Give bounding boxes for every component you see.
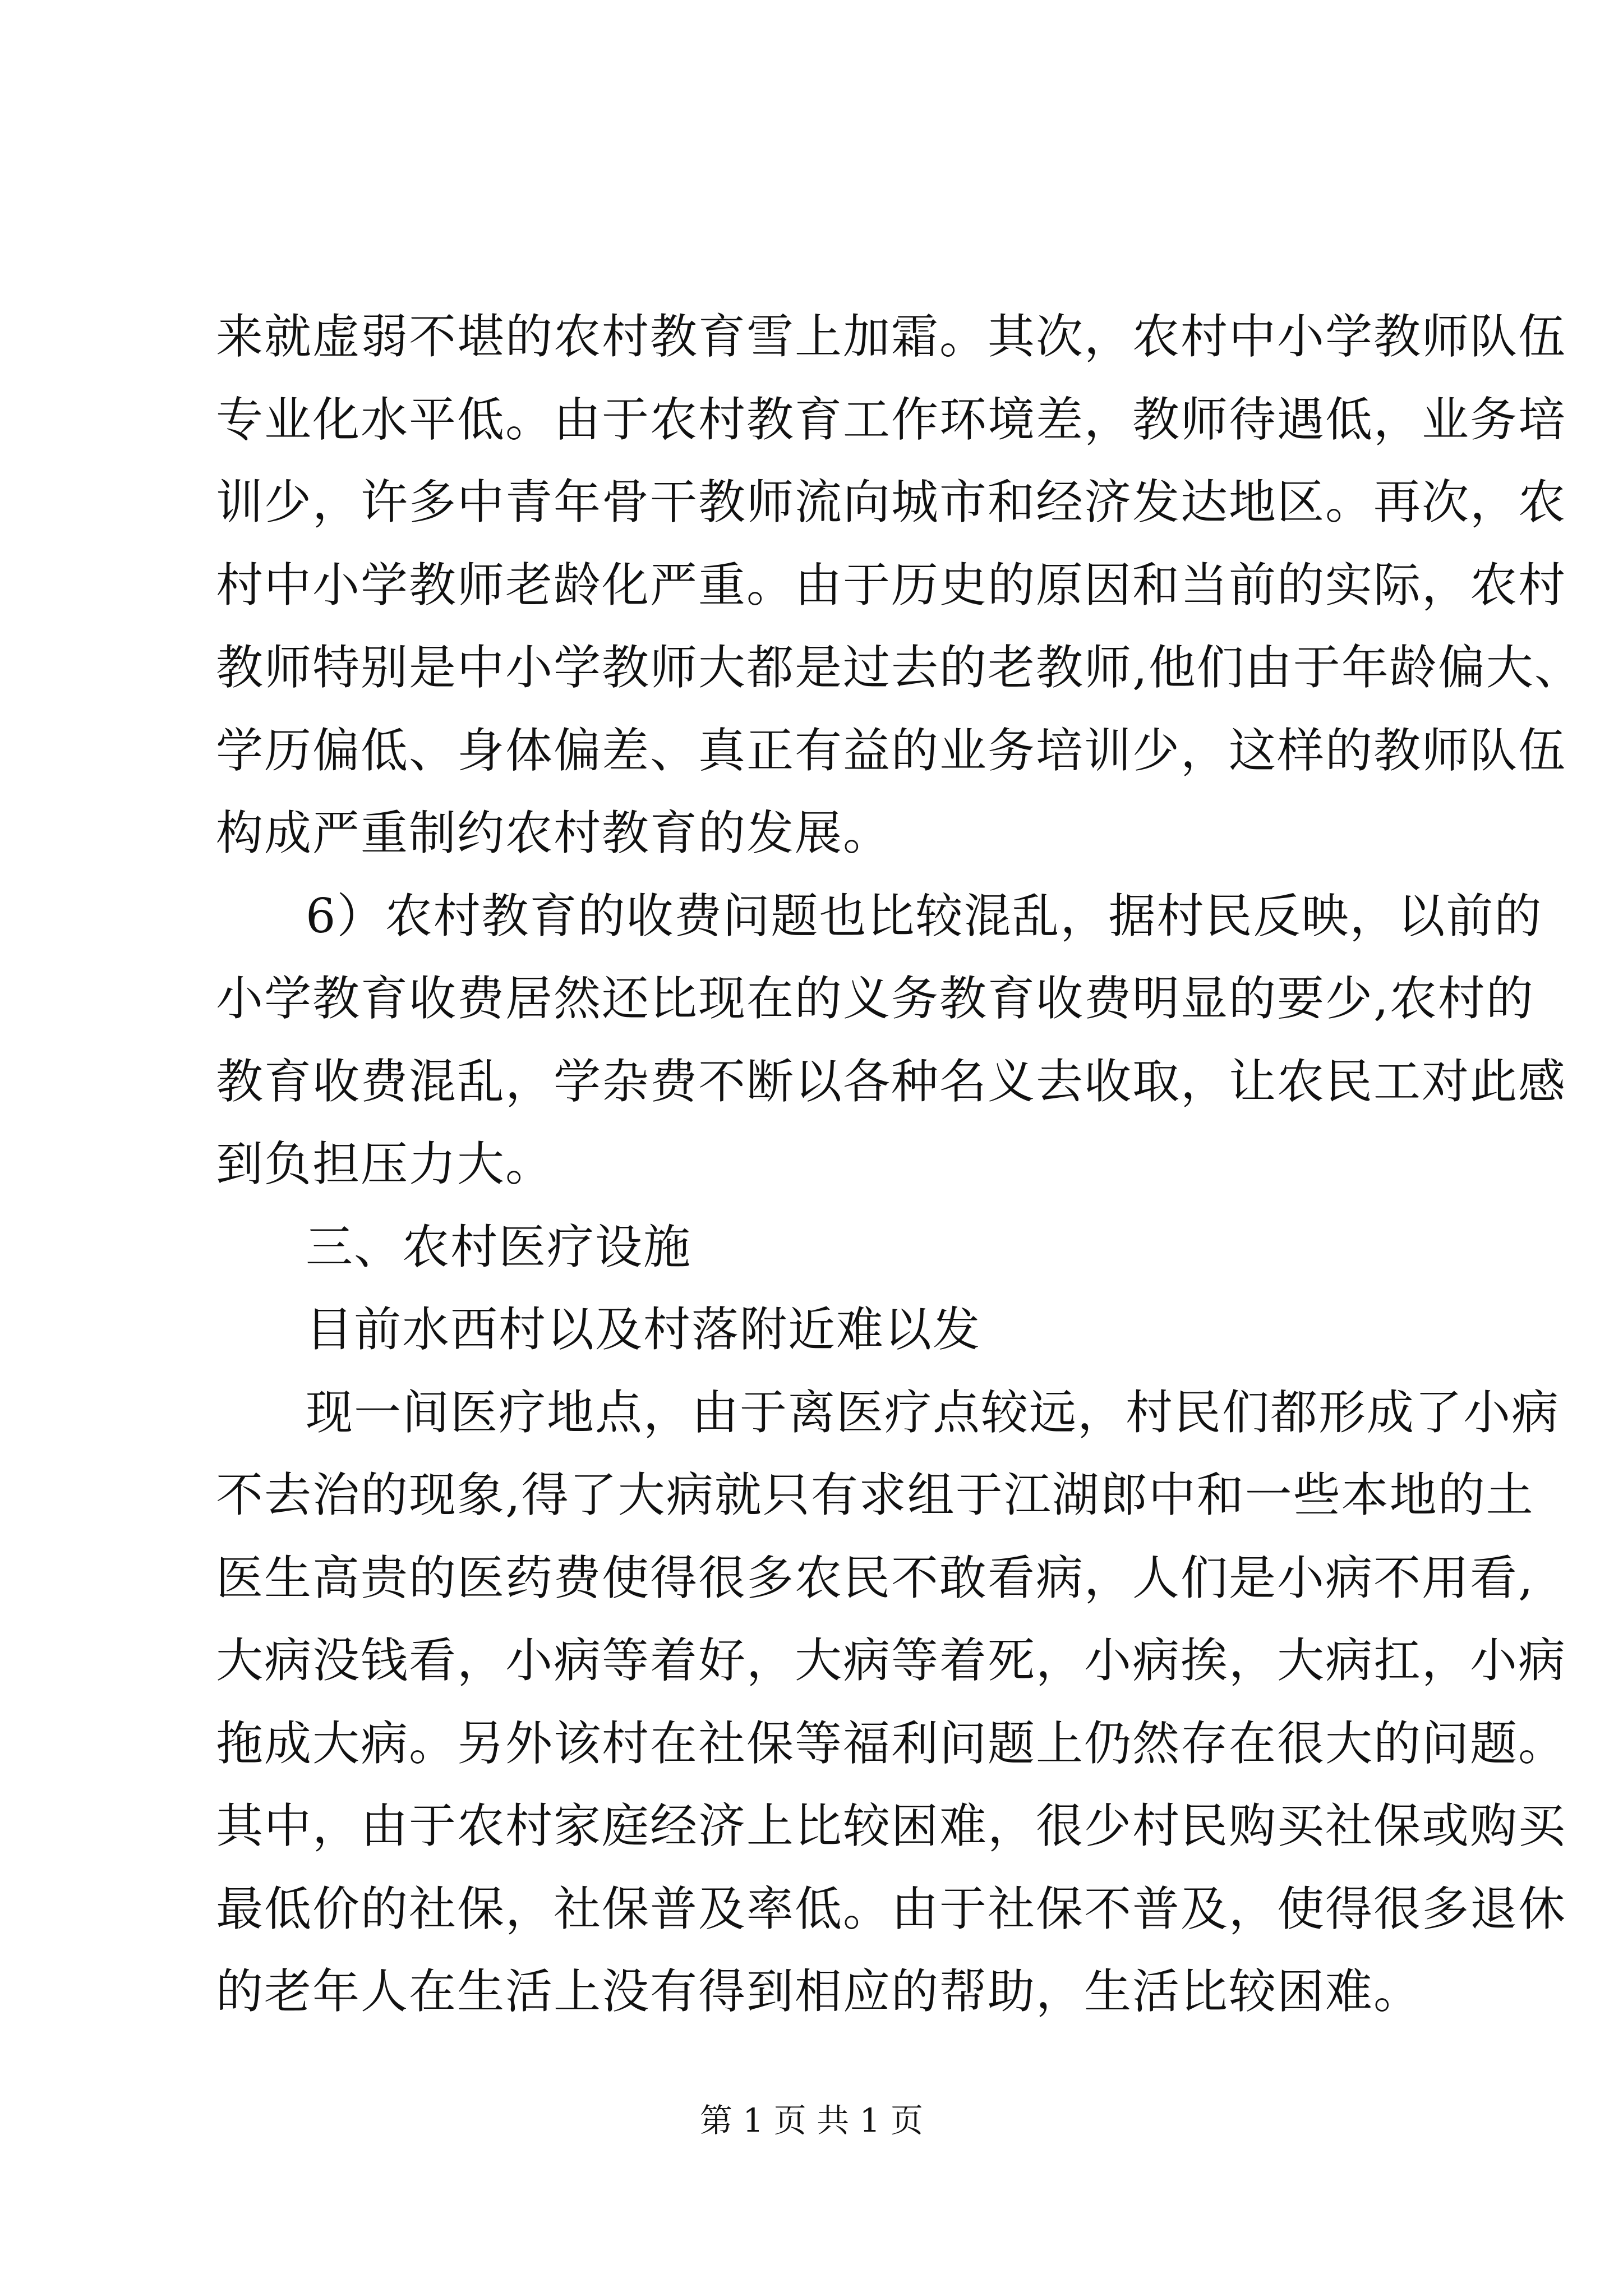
- page-footer: 第 1 页 共 1 页: [700, 2101, 923, 2139]
- text-line: 训少，许多中青年骨干教师流向城市和经济发达地区。再次，农: [216, 475, 1567, 530]
- text-line: 医生高贵的医药费使得很多农民不敢看病，人们是小病不用看,: [216, 1550, 1534, 1605]
- text-line: 的老年人在生活上没有得到相应的帮助，生活比较困难。: [216, 1964, 1422, 2019]
- text-line: 学历偏低、身体偏差、真正有益的业务培训少，这样的教师队伍: [216, 723, 1567, 778]
- paragraph-start-line: 现一间医疗地点，由于离医疗点较远，村民们都形成了小病: [306, 1385, 1560, 1440]
- text-line: 其中，由于农村家庭经济上比较困难，很少村民购买社保或购买: [216, 1798, 1567, 1853]
- text-line: 村中小学教师老龄化严重。由于历史的原因和当前的实际，农村: [216, 558, 1567, 613]
- text-line: 大病没钱看，小病等着好，大病等着死，小病挨，大病扛，小病: [216, 1633, 1567, 1688]
- text-line: 教育收费混乱，学杂费不断以各种名义去收取，让农民工对此感: [216, 1054, 1567, 1109]
- text-line: 来就虚弱不堪的农村教育雪上加霜。其次，农村中小学教师队伍: [216, 309, 1567, 364]
- text-line: 专业化水平低。由于农村教育工作环境差，教师待遇低，业务培: [216, 392, 1567, 447]
- text-line: 到负担压力大。: [216, 1137, 554, 1191]
- text-line: 教师特别是中小学教师大都是过去的老教师,他们由于年龄偏大、: [216, 640, 1583, 695]
- section-heading: 三、农村医疗设施: [306, 1220, 692, 1274]
- text-line: 最低价的社保，社保普及率低。由于社保不普及，使得很多退休: [216, 1881, 1567, 1936]
- text-line: 不去治的现象,得了大病就只有求组于江湖郎中和一些本地的土: [216, 1467, 1534, 1522]
- paragraph-start-line: 6）农村教育的收费问题也比较混乱，据村民反映，以前的: [306, 889, 1543, 944]
- paragraph-start-line: 目前水西村以及村落附近难以发: [306, 1302, 981, 1357]
- text-line: 构成严重制约农村教育的发展。: [216, 806, 892, 861]
- text-line: 小学教育收费居然还比现在的义务教育收费明显的要少,农村的: [216, 971, 1534, 1026]
- text-line: 拖成大病。另外该村在社保等福利问题上仍然存在很大的问题。: [216, 1716, 1567, 1771]
